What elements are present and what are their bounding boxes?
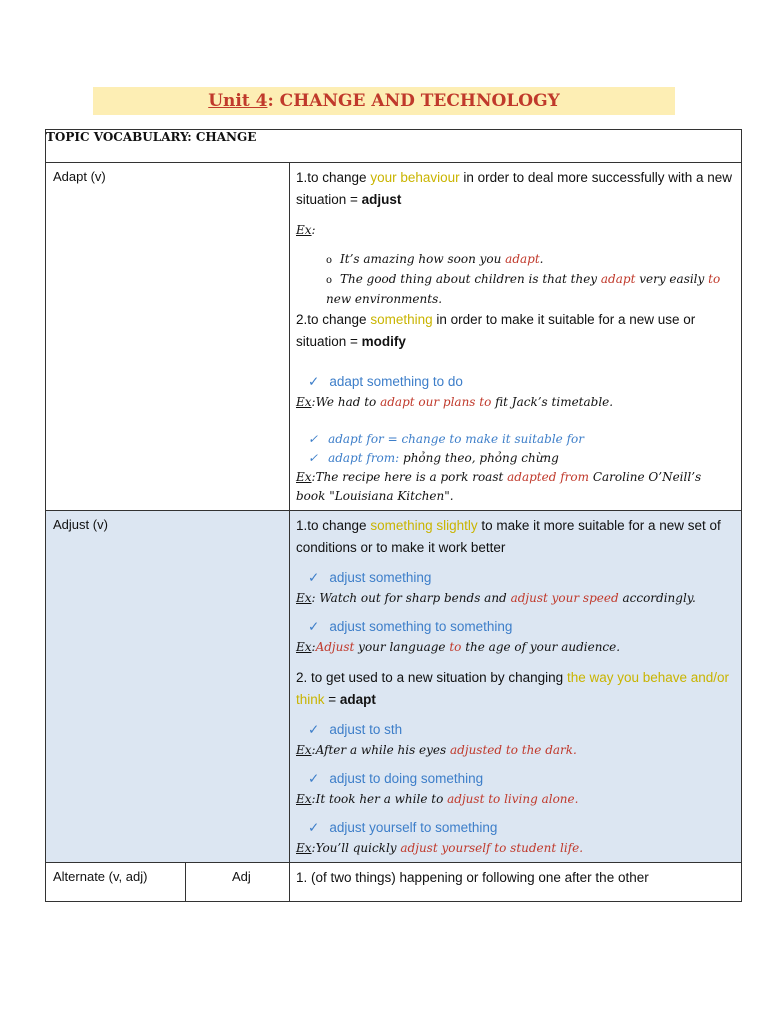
keyword: adjust your speed [510,591,619,605]
text: 1.to change [296,518,371,533]
pattern-text: adapt for = change to make it suitable for [328,432,584,446]
definition-alternate: 1. (of two things) happening or following one after the other [290,863,742,902]
example [296,741,733,760]
bullet-icon: o [326,275,333,286]
bullet-icon: o [326,255,333,266]
table-header: TOPIC VOCABULARY: CHANGE [46,130,742,163]
highlight: something slightly [370,518,478,533]
colon: : [311,470,316,484]
check-icon: ✓ [308,451,319,465]
colon: : [311,591,316,605]
example [296,589,733,608]
text: to make it more suitable for a new set of conditions or to make it work better [296,518,721,555]
check-icon: ✓ [308,771,320,786]
definition-adapt [290,163,742,511]
example-label [296,221,733,240]
text: We had to [315,395,381,409]
text: It took her a while to [315,792,448,806]
word-adapt: Adapt (v) [46,163,290,511]
keyword: adjust to living alone. [447,792,579,806]
pattern-item [296,768,733,790]
keyword: adapt [505,252,540,266]
pattern-item [296,371,733,393]
pattern-item [296,616,733,638]
text: new environments. [326,292,443,306]
text: The recipe here is a pork roast [315,470,508,484]
colon: : [311,640,316,654]
text: accordingly. [618,591,696,605]
pattern-item [296,719,733,741]
text: 2.to change [296,312,371,327]
word-adjust: Adjust (v) [46,511,290,863]
ex-label: Ex [296,395,312,409]
check-icon: ✓ [308,570,320,585]
vocabulary-table [45,129,742,902]
text: in order to deal more successfully with a new situation = [296,170,732,207]
pattern-item [296,567,733,589]
check-icon: ✓ [308,722,320,737]
table-row [46,511,742,863]
text: The good thing about children is that they [340,272,601,286]
colon: : [311,841,316,855]
pattern-text: adjust something to something [329,619,513,634]
definition-2 [296,309,733,353]
pattern-text: adjust to sth [329,722,403,737]
check-icon: ✓ [308,619,320,634]
example [296,839,733,858]
text: very easily [635,272,709,286]
keyword: to [708,272,721,286]
highlight: something [370,312,433,327]
pattern-text: adjust yourself to something [329,820,498,835]
text: Caroline O’Neill’s book "Louisiana Kitchen". [296,470,702,503]
text: fit Jack’s timetable. [491,395,614,409]
word-alternate: Alternate (v, adj) [46,863,186,901]
ex-label: Ex [296,591,312,605]
table-row [46,863,742,902]
check-icon: ✓ [308,374,320,389]
example-list [296,250,733,309]
text: Watch out for sharp bends and [315,591,511,605]
unit-label: Unit 4 [208,91,268,111]
keyword: adapted from [507,470,589,484]
pattern-text: adapt something to do [329,374,463,389]
pattern-text: adapt from: [328,451,400,465]
colon: : [311,223,316,237]
translation: phỏng theo, phỏng chừng [399,451,559,465]
ex-label: Ex [296,470,312,484]
example [296,790,733,809]
table-row [46,163,742,511]
text: your language [354,640,450,654]
colon: : [311,743,316,757]
keyword: adjusted to the dark. [450,743,577,757]
keyword: adjust yourself to student life. [400,841,584,855]
text: = [324,692,340,707]
text: . [539,252,544,266]
text: 1.to change [296,170,371,185]
pattern-item [296,817,733,839]
ex-label: Ex [296,792,312,806]
text: 2. to get used to a new situation by changing [296,670,567,685]
pattern-text: adjust to doing something [329,771,484,786]
page-title [93,87,675,115]
synonym: adapt [339,692,376,707]
ex-label: Ex [296,743,312,757]
keyword: adapt [600,272,636,286]
word-alternate-cell [46,863,290,902]
text: You’ll quickly [315,841,401,855]
text: in order to make it suitable for a new use or situation = [296,312,696,349]
ex-label: Ex [296,223,312,237]
text: After a while his eyes [315,743,451,757]
pattern-item [296,430,733,449]
definition-adjust [290,511,742,863]
keyword: Adjust [315,640,355,654]
synonym: adjust [361,192,402,207]
table-header-row [46,130,742,163]
colon: : [311,792,316,806]
unit-title: : CHANGE AND TECHNOLOGY [267,91,560,111]
example [296,393,733,412]
highlight: the way you behave and/or think [296,670,730,707]
list-item [326,250,733,270]
definition-1 [296,515,733,559]
check-icon: ✓ [308,820,320,835]
text: It’s amazing how soon you [340,252,506,266]
ex-label: Ex [296,640,312,654]
definition-1 [296,167,733,211]
check-icon: ✓ [308,432,319,446]
keyword: adapt our plans to [380,395,492,409]
example [296,468,733,506]
example [296,638,733,657]
highlight: your behaviour [370,170,460,185]
pattern-text: adjust something [329,570,432,585]
part-of-speech: Adj [232,869,251,884]
keyword: to [449,640,462,654]
synonym: modify [361,334,406,349]
pattern-item [296,449,733,468]
text: the age of your audience. [461,640,621,654]
definition-2 [296,667,733,711]
ex-label: Ex [296,841,312,855]
colon: : [311,395,316,409]
list-item [326,270,733,309]
